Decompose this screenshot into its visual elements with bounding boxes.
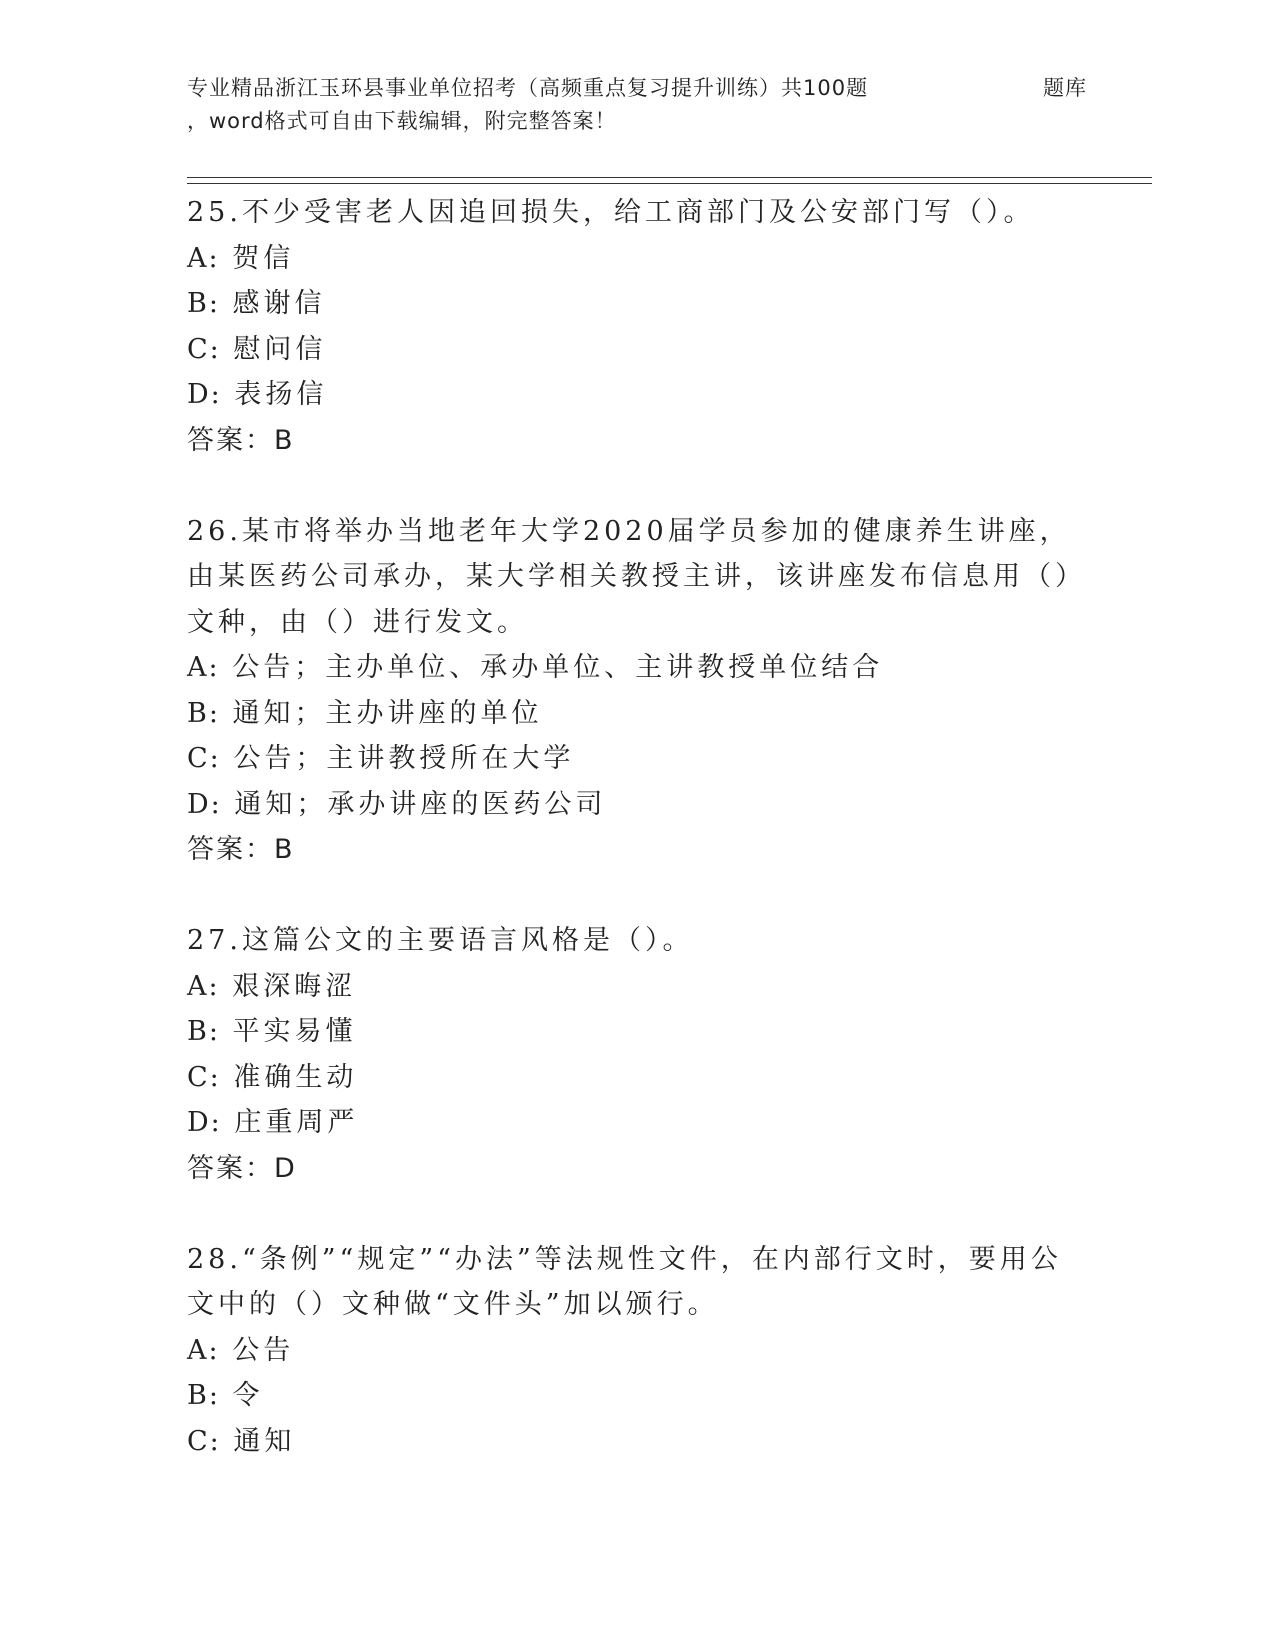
question-28 [187, 1237, 1087, 1465]
answer-line: 答案：D [187, 1152, 297, 1184]
spacer [187, 873, 1087, 919]
question-26 [187, 509, 1087, 873]
option-a: A: 贺信 [187, 242, 295, 274]
option-a: A: 公告 [187, 1334, 295, 1366]
question-list [187, 190, 1087, 1464]
page-header [187, 72, 1087, 138]
header-divider-bottom [187, 183, 1152, 184]
header-title: 专业精品浙江玉环县事业单位招考（高频重点复习提升训练）共100题 [187, 76, 869, 100]
option-d: D: 通知；承办讲座的医药公司 [187, 788, 607, 820]
spacer [187, 463, 1087, 509]
question-stem: 25.不少受害老人因追回损失，给工商部门及公安部门写（）。 [187, 197, 1035, 228]
option-d: D: 表扬信 [187, 379, 328, 410]
question-27 [187, 918, 1087, 1191]
answer-line: 答案：B [187, 834, 295, 865]
option-c: C: 慰问信 [187, 333, 327, 365]
header-divider-top [187, 177, 1152, 178]
answer-line: 答案：B [187, 424, 295, 456]
option-b: B: 通知；主办讲座的单位 [187, 697, 543, 729]
question-stem: 28.“条例”“规定”“办法”等法规性文件，在内部行文时，要用公文中的（）文种做“文件头”加以颁行。 [187, 1243, 1062, 1320]
question-stem: 26.某市将举办当地老年大学2020届学员参加的健康养生讲座，由某医药公司承办，某大学相关教授主讲，该讲座发布信息用（）文种，由（）进行发文。 [187, 515, 1086, 638]
option-c: C: 通知 [187, 1425, 296, 1457]
option-c: C: 公告；主讲教授所在大学 [187, 743, 575, 774]
spacer [187, 1191, 1087, 1237]
option-a: A: 公告；主办单位、承办单位、主讲教授单位结合 [187, 652, 884, 683]
question-stem: 27.这篇公文的主要语言风格是（）。 [187, 925, 694, 956]
option-b: B: 令 [187, 1380, 264, 1411]
question-25 [187, 190, 1087, 463]
header-tag: 题库 [1043, 76, 1087, 100]
option-b: B: 平实易懂 [187, 1016, 357, 1047]
header-subtitle: ，word格式可自由下载编辑，附完整答案！ [187, 109, 617, 133]
option-a: A: 艰深晦涩 [187, 970, 357, 1002]
option-d: D: 庄重周严 [187, 1107, 359, 1138]
option-c: C: 准确生动 [187, 1061, 358, 1093]
option-b: B: 感谢信 [187, 288, 326, 319]
